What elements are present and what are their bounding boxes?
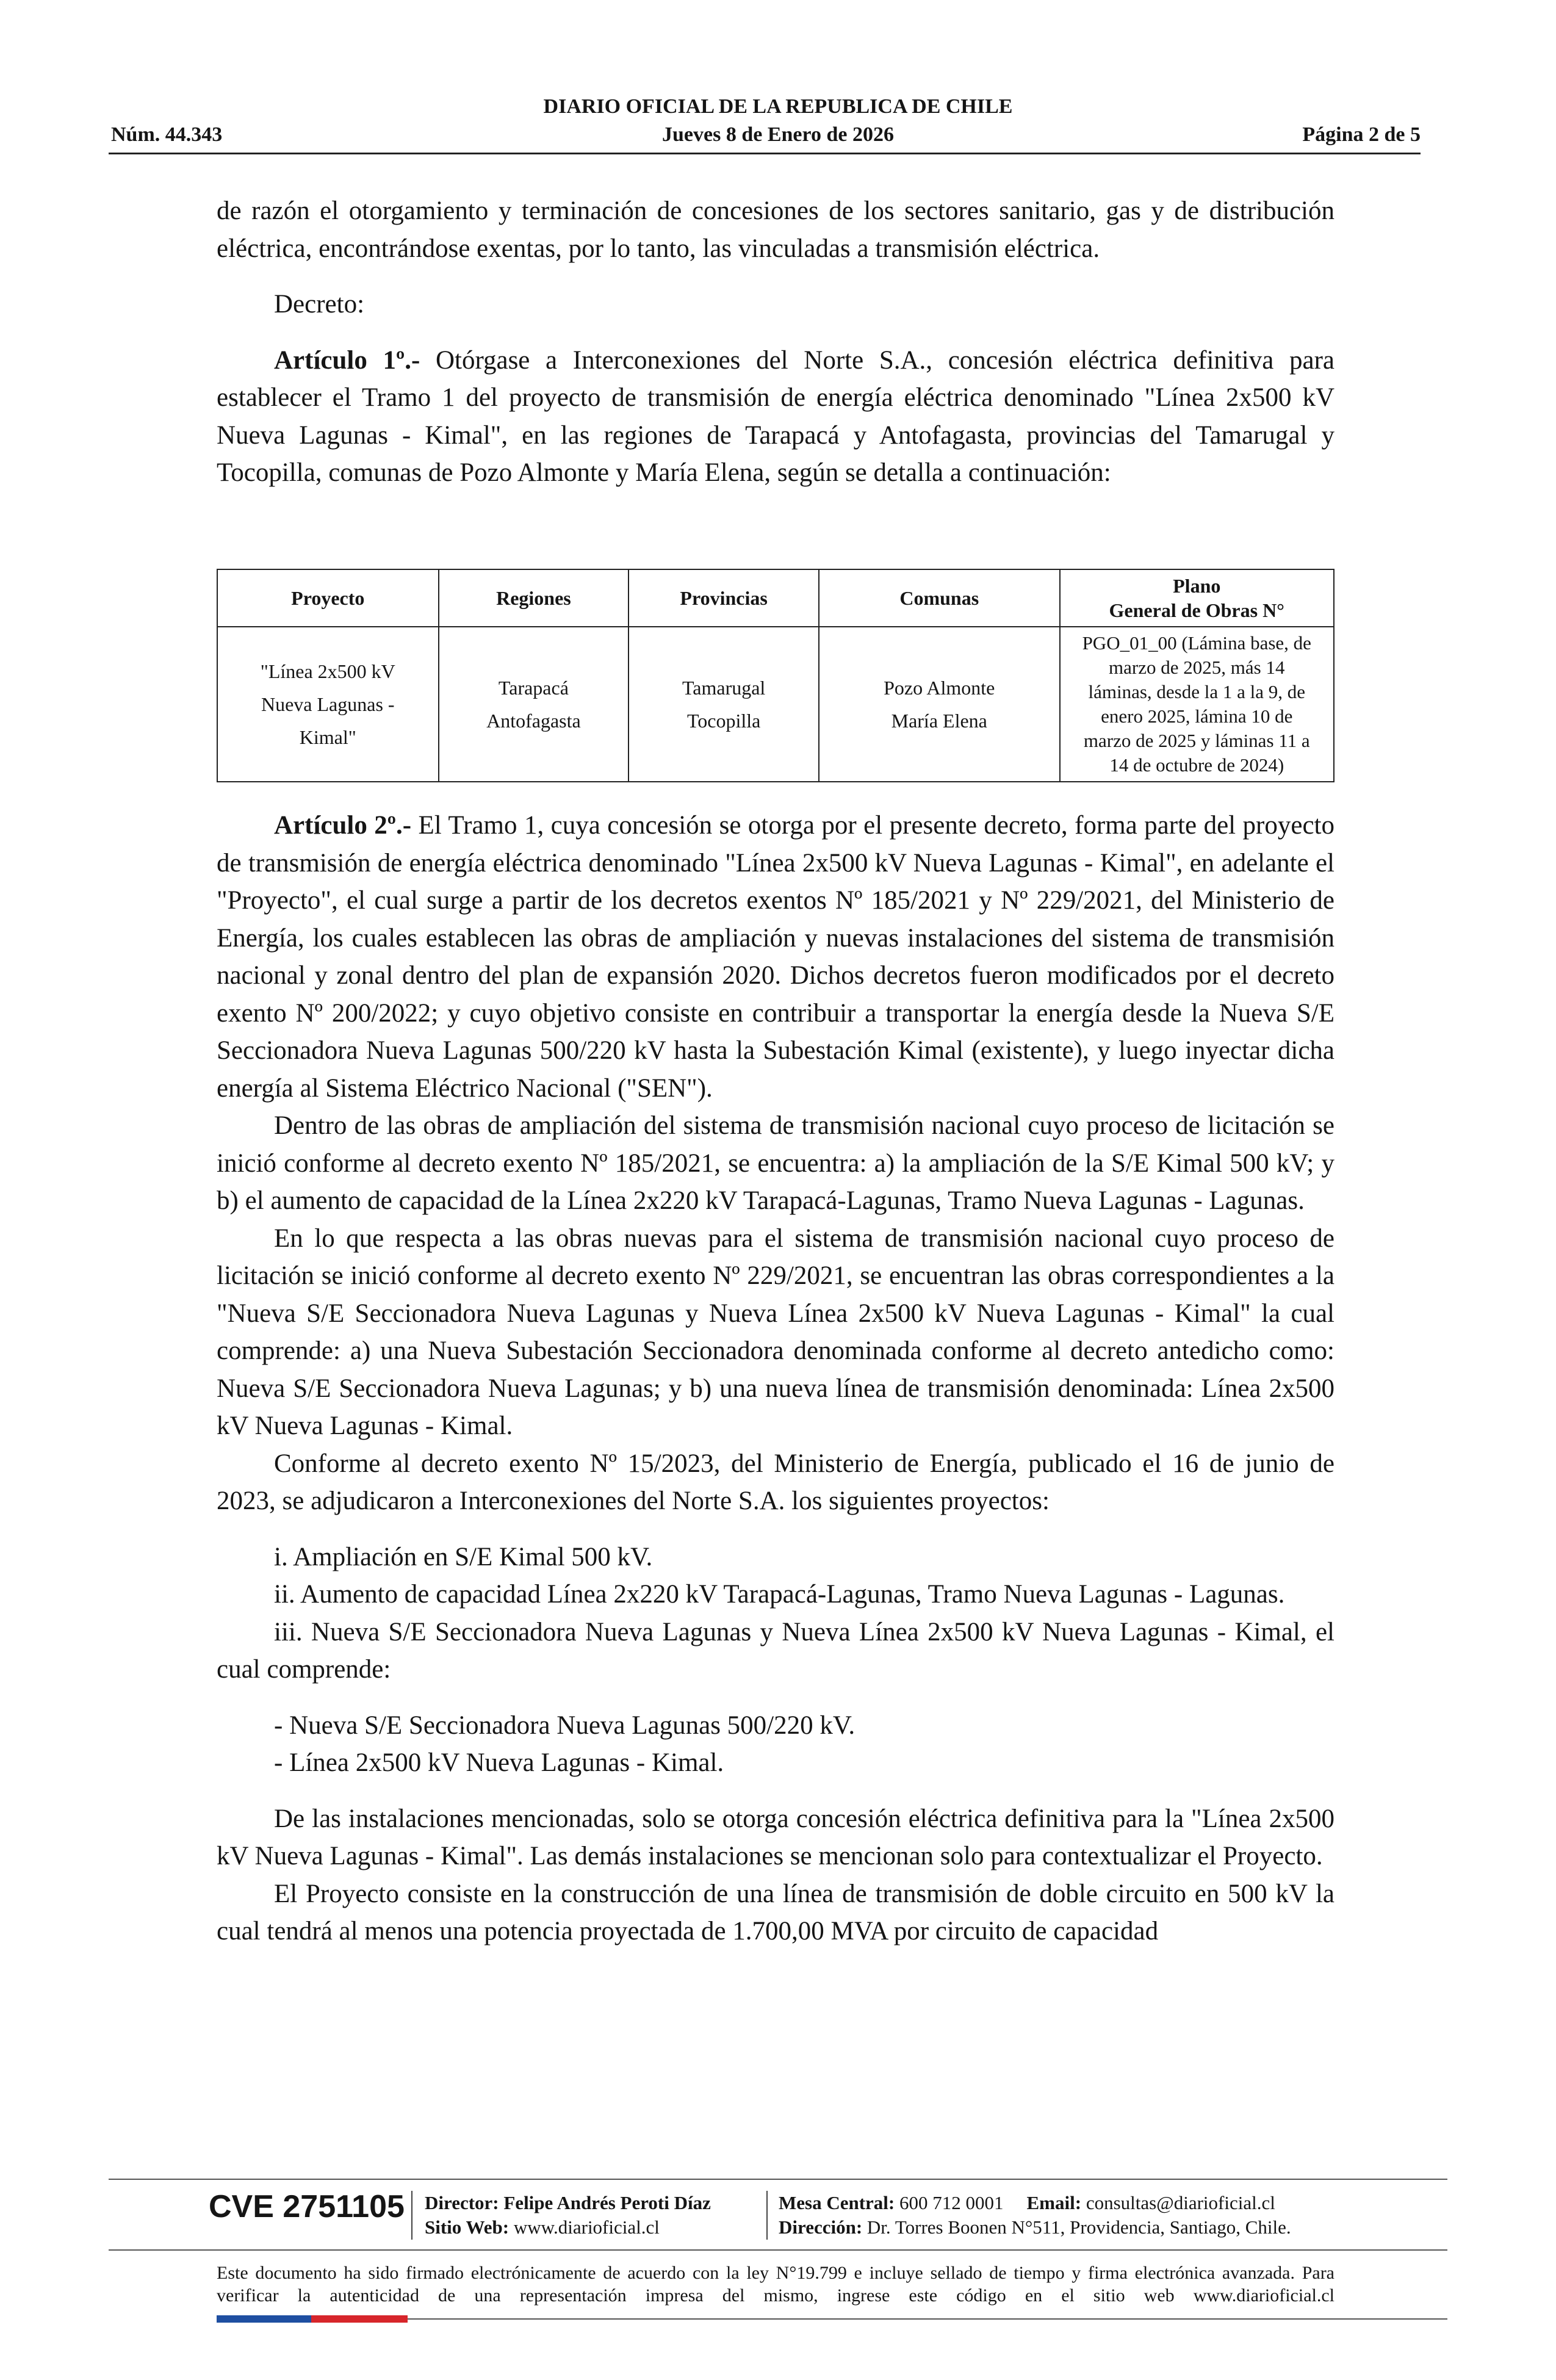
cell-regiones: [439, 627, 629, 782]
col-header-comunas: Comunas: [819, 569, 1060, 627]
list-item: i. Ampliación en S/E Kimal 500 kV.: [274, 1542, 653, 1571]
article-2: [217, 807, 1334, 1107]
plano-header-line: General de Obras N°: [1109, 599, 1284, 621]
intro-paragraph: de razón el otorgamiento y terminación de concesiones de los sectores sanitario, gas y de distribución eléctrica, encontrándose exentas, por lo tanto, las vinculadas a transmisión eléctrica.: [217, 197, 1334, 263]
body-bottom: [217, 807, 1334, 1950]
mesa-label: Mesa Central:: [779, 2192, 895, 2213]
cell-proyecto: [217, 627, 439, 782]
col-header-plano: [1060, 569, 1334, 627]
footer-divider: [411, 2191, 412, 2240]
plano-header-line: Plano: [1173, 575, 1221, 597]
list-item: - Línea 2x500 kV Nueva Lagunas - Kimal.: [274, 1748, 724, 1777]
article-2-text: El Tramo 1, cuya concesión se otorga por el presente decreto, forma parte del proyecto de transmisión de energía eléctrica denominado "Línea 2x500 kV Nueva Lagunas - Kimal", en adelante el "Proyecto", el cual surge a partir de los decretos exentos Nº 185/2021 y Nº 229/2021, del Ministerio de Energía, los cuales establecen las obras de ampliación y nuevas instalaciones del sistema de transmisión nacional y zonal dentro del plan de expansión 2020. Dichos decretos fueron modificados por el decreto exento Nº 200/2022; y cuyo objetivo consiste en contribuir a transportar la energía desde la Nueva S/E Seccionadora Nueva Lagunas 500/220 kV hasta la Subestación Kimal (existente), y luego inyectar dicha energía al Sistema Eléctrico Nacional ("SEN").: [217, 811, 1334, 1103]
address-line: [779, 2215, 1291, 2240]
body-top: [217, 192, 1334, 492]
address-label: Dirección:: [779, 2216, 863, 2238]
cell-line: marzo de 2025, más 14: [1109, 657, 1285, 678]
list-item: iii. Nueva S/E Seccionadora Nueva Lagunas y Nueva Línea 2x500 kV Nueva Lagunas - Kimal, el cual comprende:: [217, 1617, 1334, 1684]
address-value: Dr. Torres Boonen N°511, Providencia, Santiago, Chile.: [862, 2216, 1291, 2238]
flag-stripe-blue: [217, 2315, 311, 2323]
paragraph: El Proyecto consiste en la construcción de una línea de transmisión de doble circuito en 500 kV la cual tendrá al menos una potencia proyectada de 1.700,00 MVA por circuito de capacidad: [217, 1879, 1334, 1945]
concession-table: [217, 569, 1334, 782]
decreto-label: Decreto:: [274, 290, 365, 319]
director-line: [425, 2191, 711, 2215]
gazette-title: DIARIO OFICIAL DE LA REPUBLICA DE CHILE: [543, 95, 1013, 118]
table-header-row: [217, 569, 1334, 627]
footer-divider: [766, 2191, 768, 2240]
mesa-value: 600 712 0001: [895, 2192, 1004, 2213]
cell-provincias: [629, 627, 819, 782]
email-label: Email:: [1026, 2192, 1082, 2213]
page-number: Página 2 de 5: [1302, 123, 1421, 146]
legal-notice: Este documento ha sido firmado electrónicamente de acuerdo con la ley N°19.799 e incluye sellado de tiempo y firma electrónica avanzada. Para verificar la autenticidad de una representación impresa del mismo, ingrese este código en el sitio web www.diarioficial.cl: [217, 2263, 1334, 2306]
issue-number: Núm. 44.343: [111, 123, 223, 146]
cell-line: Pozo Almonte: [884, 677, 995, 699]
list-item: - Nueva S/E Seccionadora Nueva Lagunas 500/220 kV.: [274, 1711, 855, 1740]
cell-plano: [1060, 627, 1334, 782]
email-link[interactable]: consultas@diarioficial.cl: [1081, 2192, 1275, 2213]
list-item: ii. Aumento de capacidad Línea 2x220 kV Tarapacá-Lagunas, Tramo Nueva Lagunas - Lagunas.: [274, 1580, 1285, 1609]
cell-line: Tamarugal: [682, 677, 766, 699]
footer-contact-block: [779, 2191, 1291, 2240]
director-name: Felipe Andrés Peroti Díaz: [499, 2192, 711, 2213]
article-1-text: Otórgase a Interconexiones del Norte S.A., concesión eléctrica definitiva para establecer el Tramo 1 del proyecto de transmisión de energía eléctrica denominado "Línea 2x500 kV Nueva Lagunas - Kimal", en las regiones de Tarapacá y Antofagasta, provincias del Tamarugal y Tocopilla, comunas de Pozo Almonte y María Elena, según se detalla a continuación:: [217, 345, 1334, 487]
issue-date: Jueves 8 de Enero de 2026: [662, 123, 894, 146]
director-label: Director:: [425, 2192, 499, 2213]
cell-comunas: [819, 627, 1060, 782]
contact-line: [779, 2191, 1291, 2215]
cell-line: Tocopilla: [686, 710, 761, 732]
cell-line: María Elena: [891, 710, 987, 732]
header-rule: [109, 153, 1421, 154]
site-label: Sitio Web:: [425, 2216, 510, 2238]
cell-line: Kimal": [299, 726, 356, 748]
paragraph: En lo que respecta a las obras nuevas para el sistema de transmisión nacional cuyo proceso de licitación se inició conforme al decreto exento Nº 229/2021, se encuentran las obras correspondientes a la "Nueva S/E Seccionadora Nueva Lagunas y Nueva Línea 2x500 kV Nueva Lagunas - Kimal" la cual comprende: a) una Nueva Subestación Seccionadora denominada conforme al decreto antedicho como: Nueva S/E Seccionadora Nueva Lagunas; y b) una nueva línea de transmisión denominada: Línea 2x500 kV Nueva Lagunas - Kimal.: [217, 1224, 1334, 1440]
footer-rule-bottom: [408, 2318, 1447, 2320]
cve-code: CVE 2751105: [209, 2189, 405, 2224]
flag-stripe-red: [311, 2315, 408, 2323]
site-link[interactable]: www.diarioficial.cl: [509, 2216, 660, 2238]
article-1-label: Artículo 1º.-: [274, 345, 420, 375]
paragraph: Conforme al decreto exento Nº 15/2023, del Ministerio de Energía, publicado el 16 de junio de 2023, se adjudicaron a Interconexiones del Norte S.A. los siguientes proyectos:: [217, 1449, 1334, 1515]
paragraph: De las instalaciones mencionadas, solo se otorga concesión eléctrica definitiva para la "Línea 2x500 kV Nueva Lagunas - Kimal". Las demás instalaciones se mencionan solo para contextualizar el Proyecto.: [217, 1804, 1334, 1870]
col-header-proyecto: Proyecto: [217, 569, 439, 627]
cell-line: "Línea 2x500 kV: [260, 660, 395, 682]
cell-line: enero 2025, lámina 10 de: [1101, 705, 1293, 727]
site-line: [425, 2215, 711, 2240]
cell-line: Antofagasta: [486, 710, 581, 732]
article-1: [217, 342, 1334, 492]
article-2-label: Artículo 2º.-: [274, 811, 412, 840]
col-header-provincias: Provincias: [629, 569, 819, 627]
col-header-regiones: Regiones: [439, 569, 629, 627]
cell-line: láminas, desde la 1 a la 9, de: [1088, 681, 1306, 702]
footer-rule-middle: [109, 2249, 1447, 2251]
footer-rule-top: [109, 2179, 1447, 2180]
cell-line: Nueva Lagunas -: [261, 693, 395, 715]
cell-line: 14 de octubre de 2024): [1109, 754, 1284, 776]
footer-director-block: [425, 2191, 711, 2240]
cell-line: marzo de 2025 y láminas 11 a: [1083, 730, 1310, 751]
paragraph: Dentro de las obras de ampliación del sistema de transmisión nacional cuyo proceso de licitación se inició conforme al decreto exento Nº 185/2021, se encuentra: a) la ampliación de la S/E Kimal 500 kV; y b) el aumento de capacidad de la Línea 2x220 kV Tarapacá-Lagunas, Tramo Nueva Lagunas - Lagunas.: [217, 1111, 1334, 1215]
cell-line: Tarapacá: [498, 677, 569, 699]
table-row: [217, 627, 1334, 782]
cell-line: PGO_01_00 (Lámina base, de: [1082, 632, 1311, 654]
